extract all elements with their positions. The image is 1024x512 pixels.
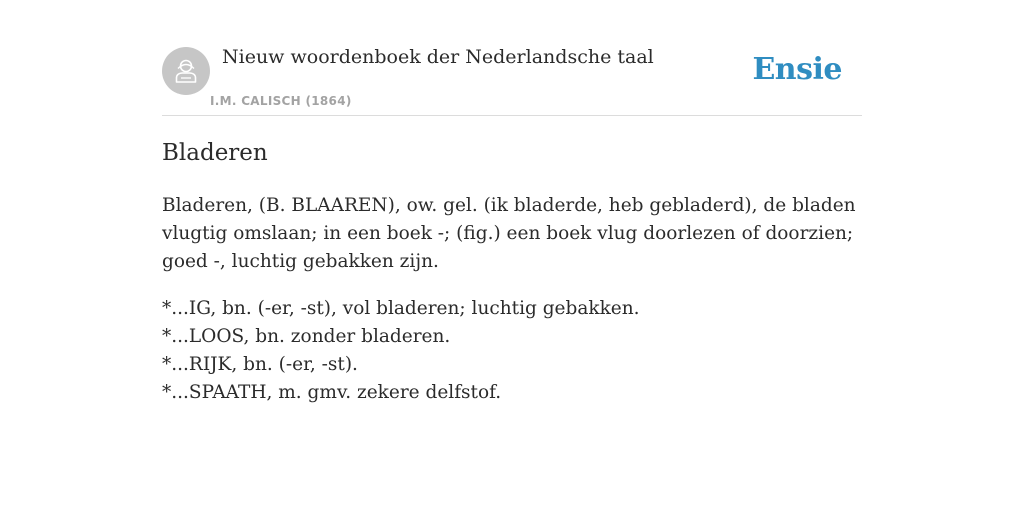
derivative-item: *...LOOS, bn. zonder bladeren.: [162, 326, 451, 347]
derivative-item: *...RIJK, bn. (-er, -st).: [162, 354, 358, 375]
ensie-logo[interactable]: Ensie: [752, 52, 842, 87]
user-icon: [171, 56, 201, 86]
entry-card: [162, 0, 862, 403]
author-avatar[interactable]: [162, 47, 210, 95]
derivative-item: *...SPAATH, m. gmv. zekere delfstof.: [162, 382, 502, 403]
derivatives-list: [162, 295, 862, 407]
book-author-link[interactable]: I.M. CALISCH (1864): [210, 94, 352, 108]
entry-definition: Bladeren, (B. BLAAREN), ow. gel. (ik bladerde, heb gebladerd), de bladen vlugtig omslaan; in een boek -; (fig.) een boek vlug doorlezen of doorzien; goed -, luchtig gebakken zijn.: [162, 195, 856, 272]
source-header: [162, 0, 862, 116]
derivative-item: *...IG, bn. (-er, -st), vol bladeren; luchtig gebakken.: [162, 298, 640, 319]
entry-title: Bladeren: [162, 140, 268, 166]
book-title-link[interactable]: Nieuw woordenboek der Nederlandsche taal: [222, 46, 654, 68]
